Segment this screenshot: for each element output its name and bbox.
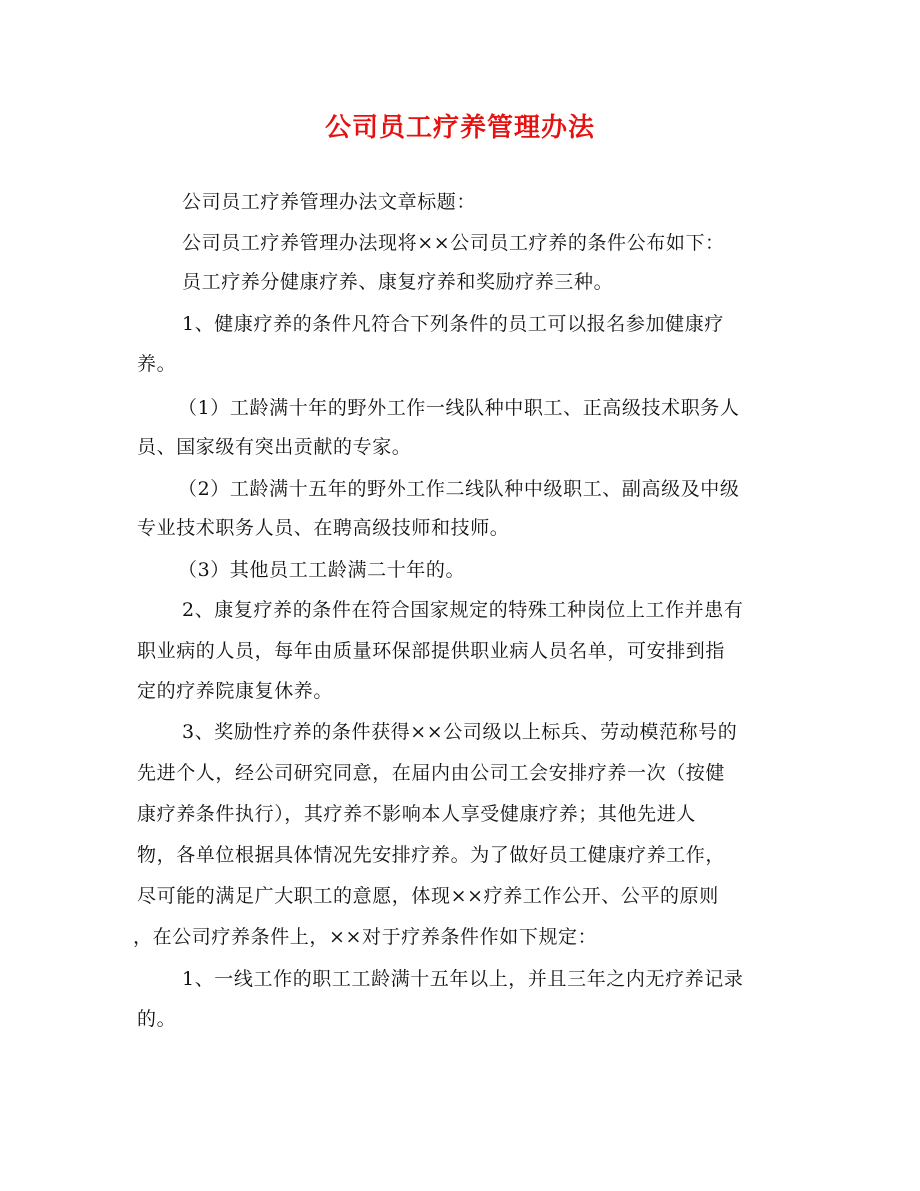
paragraph-line: 员工疗养分健康疗养、康复疗养和奖励疗养三种。: [182, 271, 614, 293]
paragraph-line: 1、健康疗养的条件凡符合下列条件的员工可以报名参加健康疗: [182, 313, 724, 335]
paragraph-line: （2）工龄满十五年的野外工作二线队种中级职工、副高级及中级: [178, 478, 740, 500]
paragraph-line: 1、一线工作的职工工龄满十五年以上，并且三年之内无疗养记录: [182, 968, 744, 990]
paragraph-line: 物，各单位根据具体情况先安排疗养。为了做好员工健康疗养工作，: [137, 844, 726, 866]
paragraph-line: 专业技术职务人员、在聘高级技师和技师。: [137, 517, 510, 539]
paragraph-line: ，在公司疗养条件上，××对于疗养条件作如下规定：: [133, 926, 598, 948]
paragraph-line: 定的疗养院康复休养。: [137, 680, 334, 702]
paragraph-line: 公司员工疗养管理办法文章标题：: [182, 191, 477, 213]
paragraph-line: 公司员工疗养管理办法现将××公司员工疗养的条件公布如下：: [182, 232, 725, 254]
paragraph-line: （1）工龄满十年的野外工作一线队种中职工、正高级技术职务人: [178, 397, 740, 419]
paragraph-line: 先进个人，经公司研究同意，在届内由公司工会安排疗养一次（按健: [137, 762, 726, 784]
paragraph-line: 康疗养条件执行），其疗养不影响本人享受健康疗养；其他先进人: [137, 803, 696, 825]
paragraph-line: 员、国家级有突出贡献的专家。: [137, 436, 412, 458]
paragraph-line: 职业病的人员，每年由质量环保部提供职业病人员名单，可安排到指: [137, 640, 726, 662]
paragraph-line: 尽可能的满足广大职工的意愿，体现××疗养工作公开、公平的原则: [137, 885, 719, 907]
paragraph-line: 3、奖励性疗养的条件获得××公司级以上标兵、劳动模范称号的: [182, 721, 738, 743]
paragraph-line: 的。: [137, 1008, 177, 1030]
paragraph-line: 2、康复疗养的条件在符合国家规定的特殊工种岗位上工作并患有: [182, 599, 744, 621]
document-title: 公司员工疗养管理办法: [324, 113, 595, 143]
paragraph-line: 养。: [137, 353, 177, 375]
paragraph-line: （3）其他员工工龄满二十年的。: [178, 559, 466, 581]
